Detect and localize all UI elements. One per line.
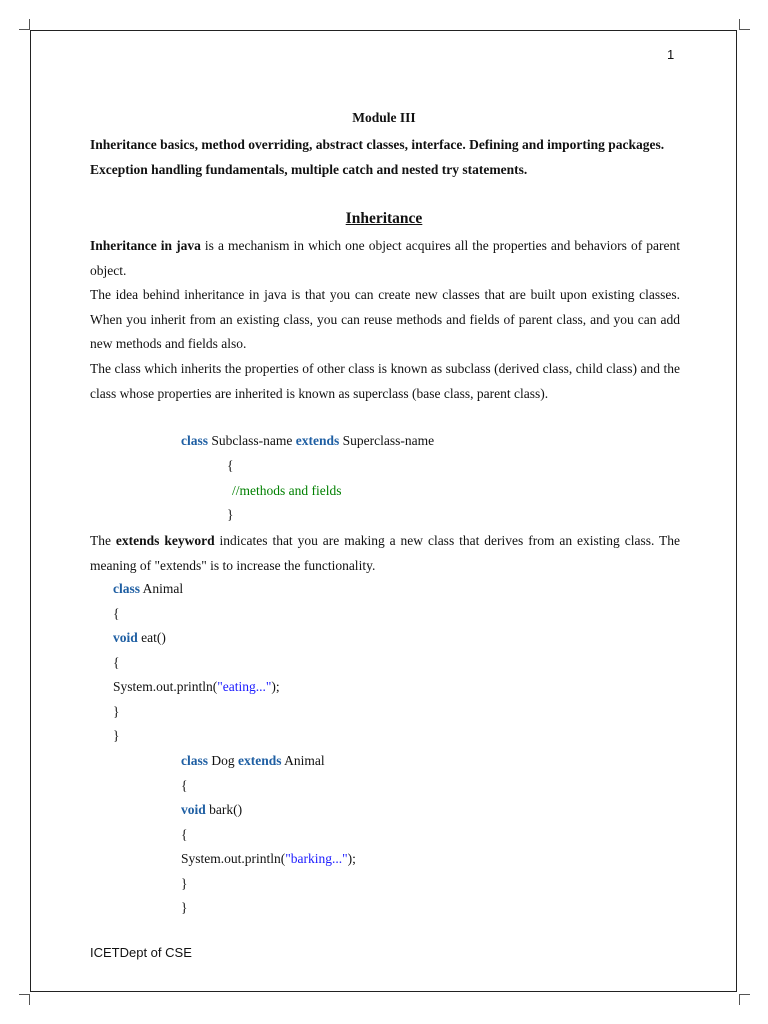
- topics-line-1: Inheritance basics, method overriding, abstract classes, interface. Defining and importing packages.: [90, 137, 665, 152]
- crop-mark-bottom-left: [19, 994, 30, 1005]
- dog-declaration: [181, 753, 325, 769]
- paragraph-extends: [90, 529, 680, 578]
- paragraph-idea: The idea behind inheritance in java is that you can create new classes that are built upon existing classes. When you inherit from an existing class, you can reuse methods and fields of parent class, and you can add new methods and fields also.: [90, 287, 680, 351]
- println-call: System.out.println(: [113, 679, 218, 694]
- dog-close-brace: }: [181, 900, 188, 915]
- string-literal: "barking...": [285, 851, 348, 866]
- syntax-close-brace: }: [227, 507, 234, 522]
- keyword-extends: extends: [238, 753, 282, 768]
- animal-method-name: eat(): [137, 630, 166, 645]
- keyword-class: class: [181, 433, 208, 448]
- paragraph-definition: [90, 234, 680, 283]
- animal-method-close-brace: }: [113, 704, 120, 719]
- dog-method-name: bark(): [205, 802, 243, 817]
- crop-mark-top-left: [19, 19, 30, 30]
- syntax-line-declaration: [181, 433, 434, 449]
- dog-name: Dog: [208, 753, 238, 768]
- println-end: );: [271, 679, 280, 694]
- syntax-comment: //methods and fields: [232, 483, 342, 498]
- crop-mark-top-right: [739, 19, 750, 30]
- animal-open-brace: {: [113, 606, 120, 621]
- extends-pre: The: [90, 533, 116, 548]
- section-heading: Inheritance: [345, 210, 423, 227]
- animal-println: [113, 679, 280, 695]
- footer-text: ICETDept of CSE: [90, 945, 192, 960]
- println-call: System.out.println(: [181, 851, 286, 866]
- definition-term: Inheritance in java: [90, 238, 201, 253]
- syntax-open-brace: {: [227, 458, 234, 473]
- keyword-class: class: [181, 753, 208, 768]
- paragraph-subclass: The class which inherits the properties of other class is known as subclass (derived class, child class) and the class whose properties are inherited is known as superclass (base class, parent class).: [90, 361, 680, 401]
- keyword-void: void: [113, 630, 138, 645]
- animal-close-brace: }: [113, 728, 120, 743]
- definition-text: is a mechanism in which one object acquires all the properties and behaviors of parent object.: [90, 238, 681, 278]
- extends-text: indicates that you are making a new class that derives from an existing class. The meaning of "extends" is to increase the functionality.: [90, 533, 680, 573]
- keyword-class: class: [113, 581, 140, 596]
- animal-name: Animal: [140, 581, 184, 596]
- module-title: Module III: [352, 110, 416, 125]
- println-end: );: [347, 851, 356, 866]
- dog-method-close-brace: }: [181, 876, 188, 891]
- keyword-extends: extends: [295, 433, 340, 448]
- dog-method-open-brace: {: [181, 827, 188, 842]
- dog-println: [181, 851, 356, 867]
- animal-method-open-brace: {: [113, 655, 120, 670]
- dog-method-declaration: [181, 802, 242, 818]
- dog-parent: Animal: [281, 753, 325, 768]
- string-literal: "eating...": [217, 679, 272, 694]
- syntax-superclass: Superclass-name: [339, 433, 435, 448]
- page-number: 1: [667, 47, 675, 62]
- crop-mark-bottom-right: [739, 994, 750, 1005]
- animal-declaration: [113, 581, 183, 597]
- syntax-subclass: Subclass-name: [208, 433, 296, 448]
- keyword-void: void: [181, 802, 206, 817]
- extends-term: extends keyword: [115, 533, 215, 548]
- dog-open-brace: {: [181, 778, 188, 793]
- topics-line-2: Exception handling fundamentals, multiple catch and nested try statements.: [90, 162, 528, 177]
- animal-method-declaration: [113, 630, 166, 646]
